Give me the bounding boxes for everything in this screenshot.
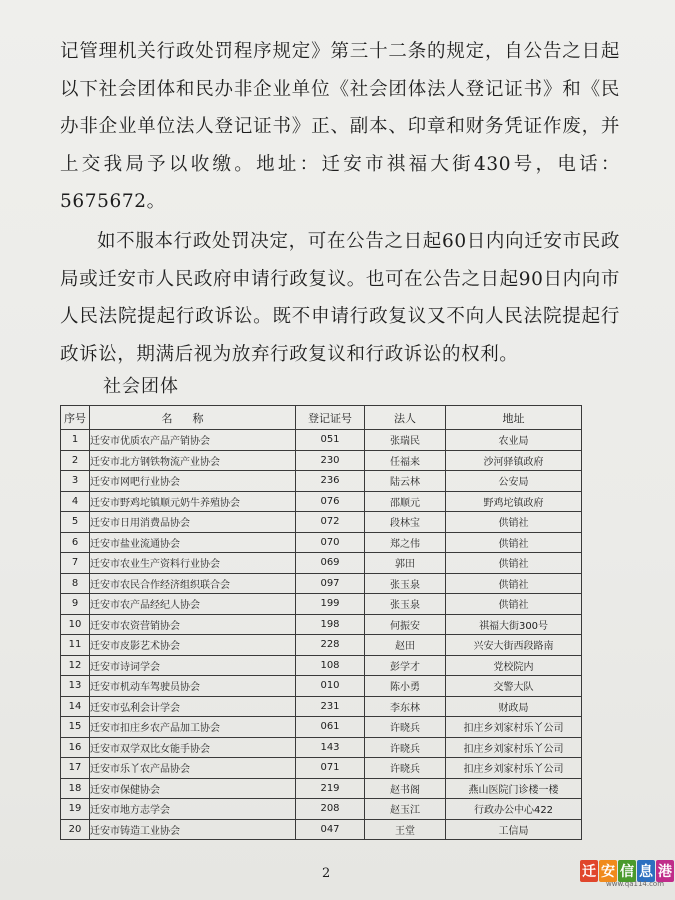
header-addr: 地址: [446, 406, 582, 430]
cell-no: 17: [61, 758, 90, 779]
cell-addr: 野鸡坨镇政府: [446, 491, 582, 512]
cell-no: 5: [61, 512, 90, 533]
cell-addr: 财政局: [446, 696, 582, 717]
cell-legal: 许晓兵: [365, 737, 446, 758]
cell-reg: 061: [296, 717, 365, 738]
table-header-row: [61, 406, 582, 430]
cell-legal: 任福来: [365, 450, 446, 471]
cell-no: 13: [61, 676, 90, 697]
table-row: [61, 737, 582, 758]
cell-addr: 行政办公中心422: [446, 799, 582, 820]
cell-no: 1: [61, 430, 90, 451]
watermark-char: 息: [637, 860, 655, 882]
table-row: [61, 553, 582, 574]
cell-reg: 070: [296, 532, 365, 553]
cell-no: 15: [61, 717, 90, 738]
cell-reg: 199: [296, 594, 365, 615]
cell-addr: 扣庄乡刘家村乐丫公司: [446, 737, 582, 758]
table-row: [61, 799, 582, 820]
cell-name: 迁安市地方志学会: [90, 799, 296, 820]
cell-addr: 公安局: [446, 471, 582, 492]
table-row: [61, 512, 582, 533]
cell-name: 迁安市乐丫农产品协会: [90, 758, 296, 779]
cell-addr: 沙河驿镇政府: [446, 450, 582, 471]
cell-legal: 张玉泉: [365, 573, 446, 594]
table-body: [61, 430, 582, 840]
cell-legal: 赵田: [365, 635, 446, 656]
table-row: [61, 655, 582, 676]
cell-no: 12: [61, 655, 90, 676]
cell-no: 16: [61, 737, 90, 758]
cell-legal: 张玉泉: [365, 594, 446, 615]
header-no: 序号: [61, 406, 90, 430]
cell-legal: 郭田: [365, 553, 446, 574]
watermark-char: 港: [656, 860, 674, 882]
cell-reg: 076: [296, 491, 365, 512]
cell-reg: 047: [296, 819, 365, 840]
cell-legal: 陈小勇: [365, 676, 446, 697]
cell-addr: 供销社: [446, 512, 582, 533]
cell-no: 19: [61, 799, 90, 820]
cell-reg: 219: [296, 778, 365, 799]
cell-name: 迁安市优质农产品产销协会: [90, 430, 296, 451]
cell-legal: 赵玉江: [365, 799, 446, 820]
cell-legal: 彭学才: [365, 655, 446, 676]
cell-name: 迁安市铸造工业协会: [90, 819, 296, 840]
cell-no: 20: [61, 819, 90, 840]
body-paragraph-1: 记管理机关行政处罚程序规定》第三十二条的规定，自公告之日起以下社会团体和民办非企业单位《社会团体法人登记证书》和《民办非企业单位法人登记证书》正、副本、印章和财务凭证作废，并上交我局予以收缴。地址：迁安市祺福大街430号，电话：5675672。: [60, 41, 620, 212]
cell-reg: 231: [296, 696, 365, 717]
table-row: [61, 696, 582, 717]
cell-no: 4: [61, 491, 90, 512]
body-paragraph-2: 如不服本行政处罚决定，可在公告之日起60日内向迁安市民政局或迁安市人民政府申请行政复议。也可在公告之日起90日内向市人民法院提起行政诉讼。既不申请行政复议又不向人民法院提起行政诉讼，期满后视为放弃行政复议和行政诉讼的权利。: [60, 231, 620, 365]
table-row: [61, 819, 582, 840]
cell-legal: 段林宝: [365, 512, 446, 533]
cell-addr: 祺福大街300号: [446, 614, 582, 635]
cell-name: 迁安市扣庄乡农产品加工协会: [90, 717, 296, 738]
table-row: [61, 532, 582, 553]
cell-reg: 071: [296, 758, 365, 779]
cell-addr: 党校院内: [446, 655, 582, 676]
table-row: [61, 430, 582, 451]
cell-name: 迁安市双学双比女能手协会: [90, 737, 296, 758]
cell-reg: 228: [296, 635, 365, 656]
cell-addr: 工信局: [446, 819, 582, 840]
table-row: [61, 594, 582, 615]
cell-no: 18: [61, 778, 90, 799]
cell-reg: 051: [296, 430, 365, 451]
cell-reg: 010: [296, 676, 365, 697]
cell-legal: 许晓兵: [365, 758, 446, 779]
cell-addr: 供销社: [446, 573, 582, 594]
cell-no: 11: [61, 635, 90, 656]
section-title: 社会团体: [103, 376, 179, 397]
watermark-char: 安: [599, 860, 617, 882]
cell-name: 迁安市弘利会计学会: [90, 696, 296, 717]
watermark-url: www.qa114.com: [606, 880, 665, 888]
table-row: [61, 717, 582, 738]
cell-legal: 王堂: [365, 819, 446, 840]
cell-name: 迁安市农民合作经济组织联合会: [90, 573, 296, 594]
table-row: [61, 491, 582, 512]
cell-addr: 农业局: [446, 430, 582, 451]
page-number: 2: [322, 866, 331, 881]
cell-reg: 236: [296, 471, 365, 492]
watermark-char: 迁: [580, 860, 598, 882]
cell-addr: 扣庄乡刘家村乐丫公司: [446, 717, 582, 738]
cell-name: 迁安市盐业流通协会: [90, 532, 296, 553]
header-name: 名称: [90, 406, 296, 430]
cell-name: 迁安市机动车驾驶员协会: [90, 676, 296, 697]
cell-name: 迁安市日用消费品协会: [90, 512, 296, 533]
cell-reg: 198: [296, 614, 365, 635]
cell-addr: 扣庄乡刘家村乐丫公司: [446, 758, 582, 779]
header-reg: 登记证号: [296, 406, 365, 430]
table-row: [61, 450, 582, 471]
watermark-logo: [580, 860, 675, 882]
cell-name: 迁安市网吧行业协会: [90, 471, 296, 492]
cell-name: 迁安市皮影艺术协会: [90, 635, 296, 656]
cell-reg: 108: [296, 655, 365, 676]
cell-name: 迁安市野鸡坨镇顺元奶牛养殖协会: [90, 491, 296, 512]
cell-name: 迁安市北方钢铁物流产业协会: [90, 450, 296, 471]
cell-legal: 许晓兵: [365, 717, 446, 738]
cell-reg: 143: [296, 737, 365, 758]
cell-addr: 燕山医院门诊楼一楼: [446, 778, 582, 799]
cell-no: 2: [61, 450, 90, 471]
cell-addr: 供销社: [446, 553, 582, 574]
cell-legal: 邵顺元: [365, 491, 446, 512]
cell-reg: 230: [296, 450, 365, 471]
watermark-char: 信: [618, 860, 636, 882]
cell-name: 迁安市农资营销协会: [90, 614, 296, 635]
table-row: [61, 573, 582, 594]
cell-legal: 陆云林: [365, 471, 446, 492]
cell-addr: 交警大队: [446, 676, 582, 697]
cell-no: 10: [61, 614, 90, 635]
cell-reg: 097: [296, 573, 365, 594]
cell-addr: 供销社: [446, 594, 582, 615]
table-row: [61, 471, 582, 492]
cell-addr: 兴安大街西段路南: [446, 635, 582, 656]
table-row: [61, 676, 582, 697]
cell-name: 迁安市保健协会: [90, 778, 296, 799]
table-row: [61, 778, 582, 799]
cell-no: 8: [61, 573, 90, 594]
cell-no: 6: [61, 532, 90, 553]
table-row: [61, 614, 582, 635]
cell-legal: 李东林: [365, 696, 446, 717]
cell-reg: 069: [296, 553, 365, 574]
cell-no: 9: [61, 594, 90, 615]
cell-name: 迁安市诗词学会: [90, 655, 296, 676]
cell-legal: 张瑞民: [365, 430, 446, 451]
cell-legal: 赵书阁: [365, 778, 446, 799]
cell-reg: 208: [296, 799, 365, 820]
header-legal: 法人: [365, 406, 446, 430]
cell-no: 14: [61, 696, 90, 717]
cell-no: 3: [61, 471, 90, 492]
organization-table: [60, 405, 582, 840]
cell-addr: 供销社: [446, 532, 582, 553]
cell-legal: 郑之伟: [365, 532, 446, 553]
cell-name: 迁安市农业生产资料行业协会: [90, 553, 296, 574]
table-row: [61, 758, 582, 779]
cell-legal: 何振安: [365, 614, 446, 635]
cell-reg: 072: [296, 512, 365, 533]
table-row: [61, 635, 582, 656]
cell-name: 迁安市农产品经纪人协会: [90, 594, 296, 615]
cell-no: 7: [61, 553, 90, 574]
